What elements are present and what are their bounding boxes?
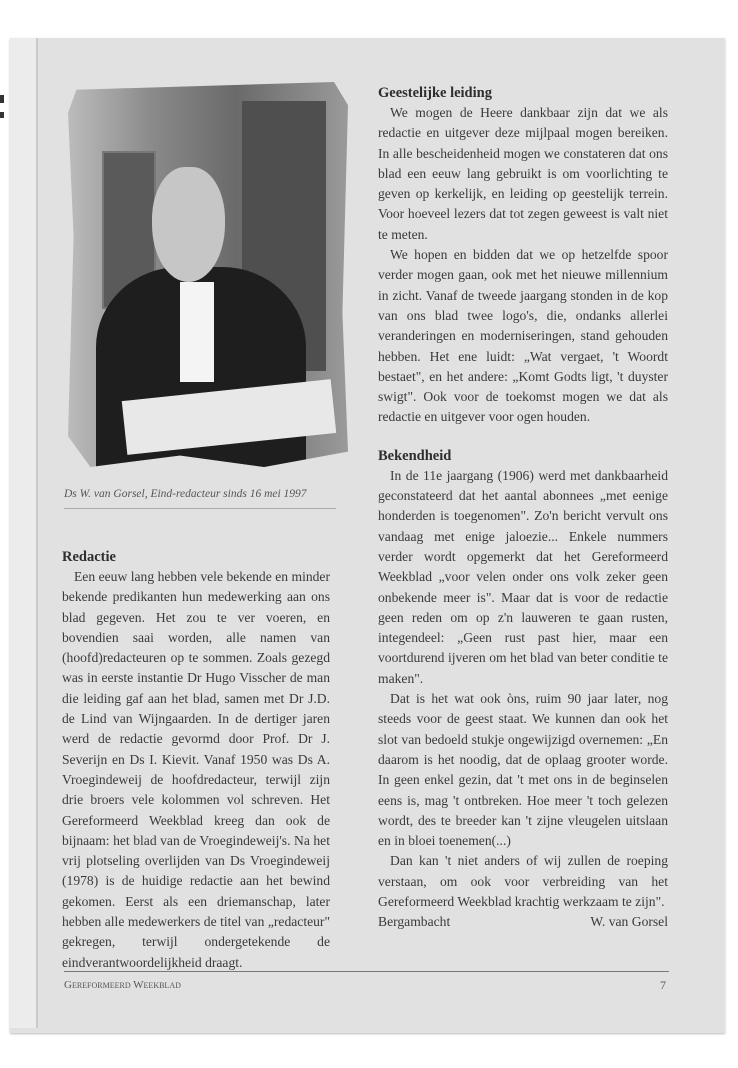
scan-edge-mark bbox=[0, 95, 4, 103]
paragraph: Een eeuw lang hebben vele bekende en minder bekende predikanten hun medewerking aan ons blad gegeven. Het zou te ver voeren, en bovendien saai worden, alle namen van (hoofd)redacteuren op te sommen. Zoals gezegd was in eerste instantie Dr Hugo Visscher de man die leiding gaf aan het blad, samen met Dr J.D. de Lind van Wijngaarden. In de dertiger jaren werd de redactie gevormd door Prof. Dr J. Severijn en Ds I. Kievit. Vanaf 1950 was Ds A. Vroegindeweij de hoofdredacteur, terwijl zijn drie broers vele kolommen vol schreven. Het Gereformeerd Weekblad kreeg dan ook de bijnaam: het blad van de Vroegindeweij's. Na het vrij plotseling overlijden van Ds Vroegindeweij (1978) is de huidige redactie aan het bewind gekomen. Eerst als een driemanschap, later hebben alle medewerkers de titel van „redacteur" gekregen, terwijl ondergetekende de eindverantwoordelijkheid draagt. bbox=[62, 569, 330, 970]
scan-edge-mark bbox=[0, 112, 4, 118]
signature-line bbox=[378, 912, 668, 932]
page-number: 7 bbox=[660, 978, 666, 992]
signature-place: Bergambacht bbox=[378, 914, 451, 930]
section-heading-redactie: Redactie bbox=[62, 549, 116, 565]
photo-head bbox=[152, 167, 225, 283]
paragraph: In de 11e jaargang (1906) werd met dankbaarheid geconstateerd dat het aantal abonnees „met eenige honderden is toegenomen". Zo'n bericht vervult ons vandaag met enige jaloezie... Enkele nummers verder wordt opgemerkt dat het Gereformeerd Weekblad „voor velen onder ons volk zeker geen onbekende meer is". Maar dat is voor de redactie geen reden om op z'n lauweren te gaan rusten, integendeel: „Geen rust past hier, maar een voortdurend ijveren om het blad van beter conditie te maken". bbox=[378, 467, 668, 686]
right-column bbox=[378, 83, 668, 933]
section-heading-geestelijke-leiding: Geestelijke leiding bbox=[378, 85, 492, 101]
photo-caption: Ds W. van Gorsel, Eind-redacteur sinds 16 mei 1997 bbox=[64, 488, 336, 509]
footer-divider bbox=[64, 971, 669, 972]
signature-author: W. van Gorsel bbox=[590, 914, 668, 930]
footer-publication-title: Gereformeerd Weekblad bbox=[64, 979, 181, 991]
page-binding-edge bbox=[10, 38, 38, 1028]
left-column bbox=[62, 547, 330, 973]
paragraph: We hopen en bidden dat we op hetzelfde spoor verder mogen gaan, ook met het nieuwe millennium in zicht. Vanaf de tweede jaargang stonden in de kop van ons blad twee logo's, die, ondanks allerlei veranderingen en moderniseringen, stand gehouden hebben. Het ene luidt: „Wat vergaet, 't Woordt bestaet", en het andere: „Komt Godts ligt, 't duyster swigt". Ook voor de toekomst mogen we dat als redactie en uitgever voor ogen houden. bbox=[378, 247, 668, 425]
section-heading-bekendheid: Bekendheid bbox=[378, 447, 452, 464]
photo-preaching-bands bbox=[180, 282, 214, 382]
paragraph: Dat is het wat ook òns, ruim 90 jaar later, nog steeds voor de geest staat. We kunnen dan ook het slot van bedoeld stukje ongewijzigd overnemen: „En daarom is het noodig, dat de oplaag grooter worde. In geen enkel gezin, dat 't met ons in de beginselen eens is, mag 't ontbreken. Hoe meer 't toch gelezen wordt, des te breeder kan 't zijne vleugelen uitslaan en in bloei toenemen(...) bbox=[378, 691, 668, 849]
paragraph: Dan kan 't niet anders of wij zullen de roeping verstaan, om ook voor verbreiding van het Gereformeerd Weekblad krachtig werkzaam te zijn". bbox=[378, 853, 668, 909]
paragraph: We mogen de Heere dankbaar zijn dat we als redactie en uitgever deze mijlpaal mogen bereiken. In alle bescheidenheid mogen we constateren dat ons blad een eeuw lang gebruikt is om voorlichting te geven op kerkelijk, en leiding op geestelijk terrein. Voor hoeveel lezers dat tot zegen geweest is valt niet te meten. bbox=[378, 105, 668, 242]
portrait-photo bbox=[68, 82, 348, 467]
